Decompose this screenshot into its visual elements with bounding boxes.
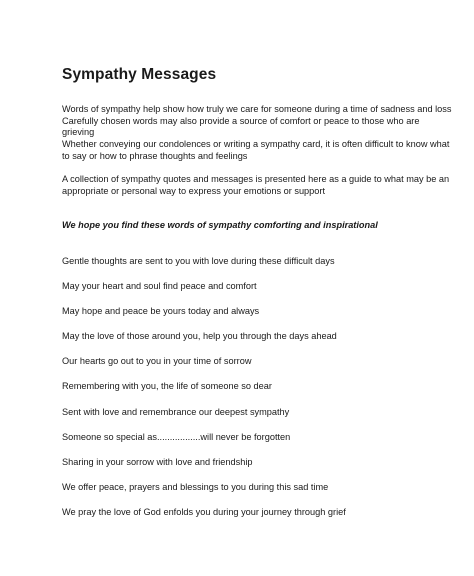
condolences-paragraph — [62, 139, 462, 162]
list-item: May your heart and soul find peace and comfort — [62, 281, 257, 292]
list-item: May the love of those around you, help you through the days ahead — [62, 331, 337, 342]
list-item: May hope and peace be yours today and always — [62, 306, 260, 317]
list-item: Sharing in your sorrow with love and friendship — [62, 456, 253, 467]
list-item: Remembering with you, the life of someone so dear — [62, 381, 272, 392]
condolences-line: Whether conveying our condolences or writing a sympathy card, it is often difficult to know what — [62, 139, 450, 149]
messages-list — [62, 256, 346, 532]
list-item: Sent with love and remembrance our deepest sympathy — [62, 406, 290, 417]
collection-paragraph — [62, 174, 462, 197]
condolences-line: to say or how to phrase thoughts and feelings — [62, 150, 248, 161]
list-item: Our hearts go out to you in your time of sorrow — [62, 356, 252, 367]
list-item: We pray the love of God enfolds you during your journey through grief — [62, 506, 346, 517]
collection-line: A collection of sympathy quotes and messages is presented here as a guide to what may be an — [62, 174, 450, 184]
intro-paragraph — [62, 104, 462, 139]
intro-line: grieving — [62, 127, 95, 137]
list-item: Gentle thoughts are sent to you with love during these difficult days — [62, 256, 335, 266]
list-item: Someone so special as.................will never be forgotten — [62, 431, 291, 442]
collection-line: appropriate or personal way to express your emotions or support — [62, 185, 326, 196]
list-item: We offer peace, prayers and blessings to you during this sad time — [62, 481, 329, 492]
intro-line: Carefully chosen words may also provide a source of comfort or peace to those who are — [62, 115, 420, 126]
intro-line: Words of sympathy help show how truly we care for someone during a time of sadness and loss — [62, 104, 452, 114]
document-title: Sympathy Messages — [62, 66, 217, 83]
emphasis-line: We hope you find these words of sympathy comforting and inspirational — [62, 220, 378, 230]
